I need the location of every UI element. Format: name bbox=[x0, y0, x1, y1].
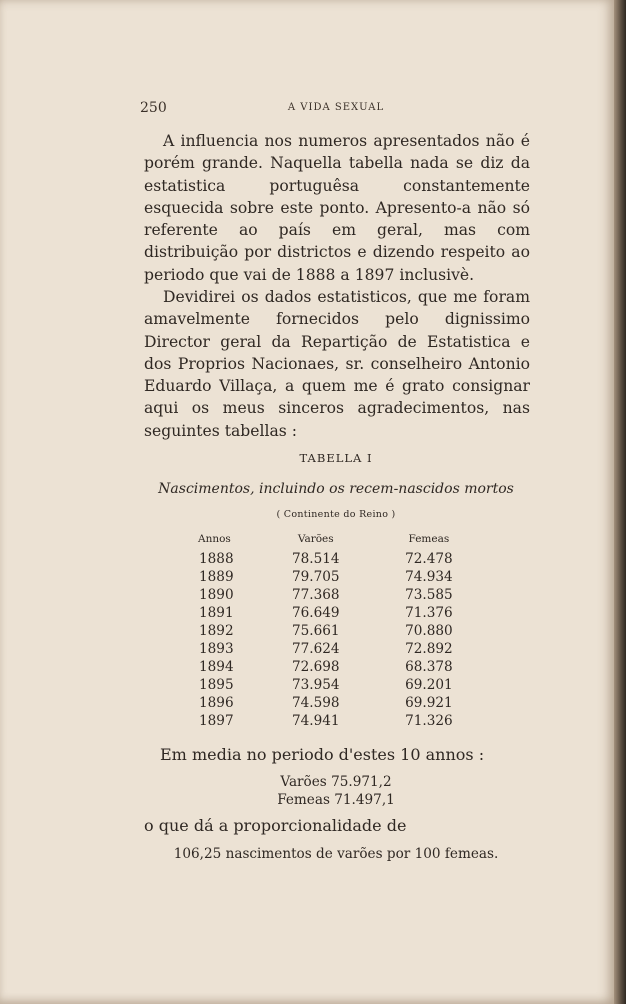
males-cell: 77.624 bbox=[291, 641, 340, 657]
table-row bbox=[185, 658, 485, 676]
males-cell: 72.698 bbox=[291, 659, 340, 675]
females-cell: 69.921 bbox=[405, 695, 453, 711]
table-row bbox=[185, 550, 485, 568]
births-table bbox=[185, 532, 485, 730]
average-values bbox=[140, 773, 532, 809]
males-cell: 75.661 bbox=[291, 623, 340, 639]
average-intro: Em media no periodo d'estes 10 annos : bbox=[160, 745, 485, 764]
year-cell: 1896 bbox=[199, 695, 234, 711]
males-cell: 74.598 bbox=[291, 695, 340, 711]
year-cell: 1893 bbox=[199, 641, 234, 657]
females-cell: 70.880 bbox=[405, 623, 453, 639]
year-cell: 1891 bbox=[199, 605, 234, 621]
paragraph-2: Devidirei os dados estatisticos, que me foram amavelmente fornecidos pelo dignissimo Director geral da Repartição de Estatistica e dos Proprios Nacionaes, sr. conselheiro Antonio Eduardo Villaça, a quem me é grato consignar aqui os meus sinceros agradecimentos, nas seguintes tabellas : bbox=[144, 288, 530, 440]
year-cell: 1897 bbox=[199, 713, 234, 729]
page-header bbox=[140, 100, 532, 120]
males-cell: 77.368 bbox=[291, 587, 340, 603]
males-cell: 78.514 bbox=[291, 551, 340, 567]
males-cell: 73.954 bbox=[291, 677, 340, 693]
table-subtitle: Nascimentos, incluindo os recem-nascidos mortos bbox=[158, 481, 514, 497]
year-cell: 1894 bbox=[199, 659, 234, 675]
females-cell: 68.378 bbox=[405, 659, 453, 675]
year-cell: 1889 bbox=[199, 569, 234, 585]
year-cell: 1888 bbox=[199, 551, 234, 567]
females-cell: 72.892 bbox=[405, 641, 453, 657]
females-cell: 73.585 bbox=[405, 587, 453, 603]
table-title: TABELLA I bbox=[299, 451, 373, 465]
table-header-row bbox=[185, 532, 485, 550]
table-row bbox=[185, 622, 485, 640]
table-row bbox=[185, 676, 485, 694]
table-row bbox=[185, 568, 485, 586]
year-cell: 1890 bbox=[199, 587, 234, 603]
females-cell: 72.478 bbox=[405, 551, 453, 567]
book-page-edge bbox=[614, 0, 626, 1004]
table-row bbox=[185, 604, 485, 622]
proportion-result: 106,25 nascimentos de varões por 100 femeas. bbox=[173, 846, 499, 862]
average-males: Varões 75.971,2 bbox=[280, 774, 392, 790]
females-cell: 71.326 bbox=[405, 713, 453, 729]
average-females: Femeas 71.497,1 bbox=[277, 792, 395, 808]
column-header-females: Femeas bbox=[408, 533, 450, 545]
year-cell: 1892 bbox=[199, 623, 234, 639]
table-row bbox=[185, 640, 485, 658]
running-title: A VIDA SEXUAL bbox=[287, 102, 385, 113]
table-row bbox=[185, 712, 485, 730]
table-row bbox=[185, 586, 485, 604]
males-cell: 79.705 bbox=[291, 569, 340, 585]
proportion-intro: o que dá a proporcionalidade de bbox=[144, 816, 407, 835]
females-cell: 74.934 bbox=[405, 569, 453, 585]
column-header-years: Annos bbox=[198, 533, 231, 545]
paragraph-1: A influencia nos numeros apresentados não é porém grande. Naquella tabella nada se diz da estatistica portuguêsa constantemente esquecida sobre este ponto. Apresento-a não só referente ao país em geral, mas com distribuição por districtos e dizendo respeito ao periodo que vai de 1888 a 1897 inclusivè. bbox=[144, 132, 530, 284]
year-cell: 1895 bbox=[199, 677, 234, 693]
females-cell: 69.201 bbox=[405, 677, 453, 693]
males-cell: 76.649 bbox=[291, 605, 340, 621]
page-number: 250 bbox=[140, 100, 167, 116]
table-region: ( Continente do Reino ) bbox=[276, 509, 396, 520]
females-cell: 71.376 bbox=[405, 605, 453, 621]
column-header-males: Varões bbox=[297, 533, 334, 545]
males-cell: 74.941 bbox=[291, 713, 340, 729]
table-row bbox=[185, 694, 485, 712]
